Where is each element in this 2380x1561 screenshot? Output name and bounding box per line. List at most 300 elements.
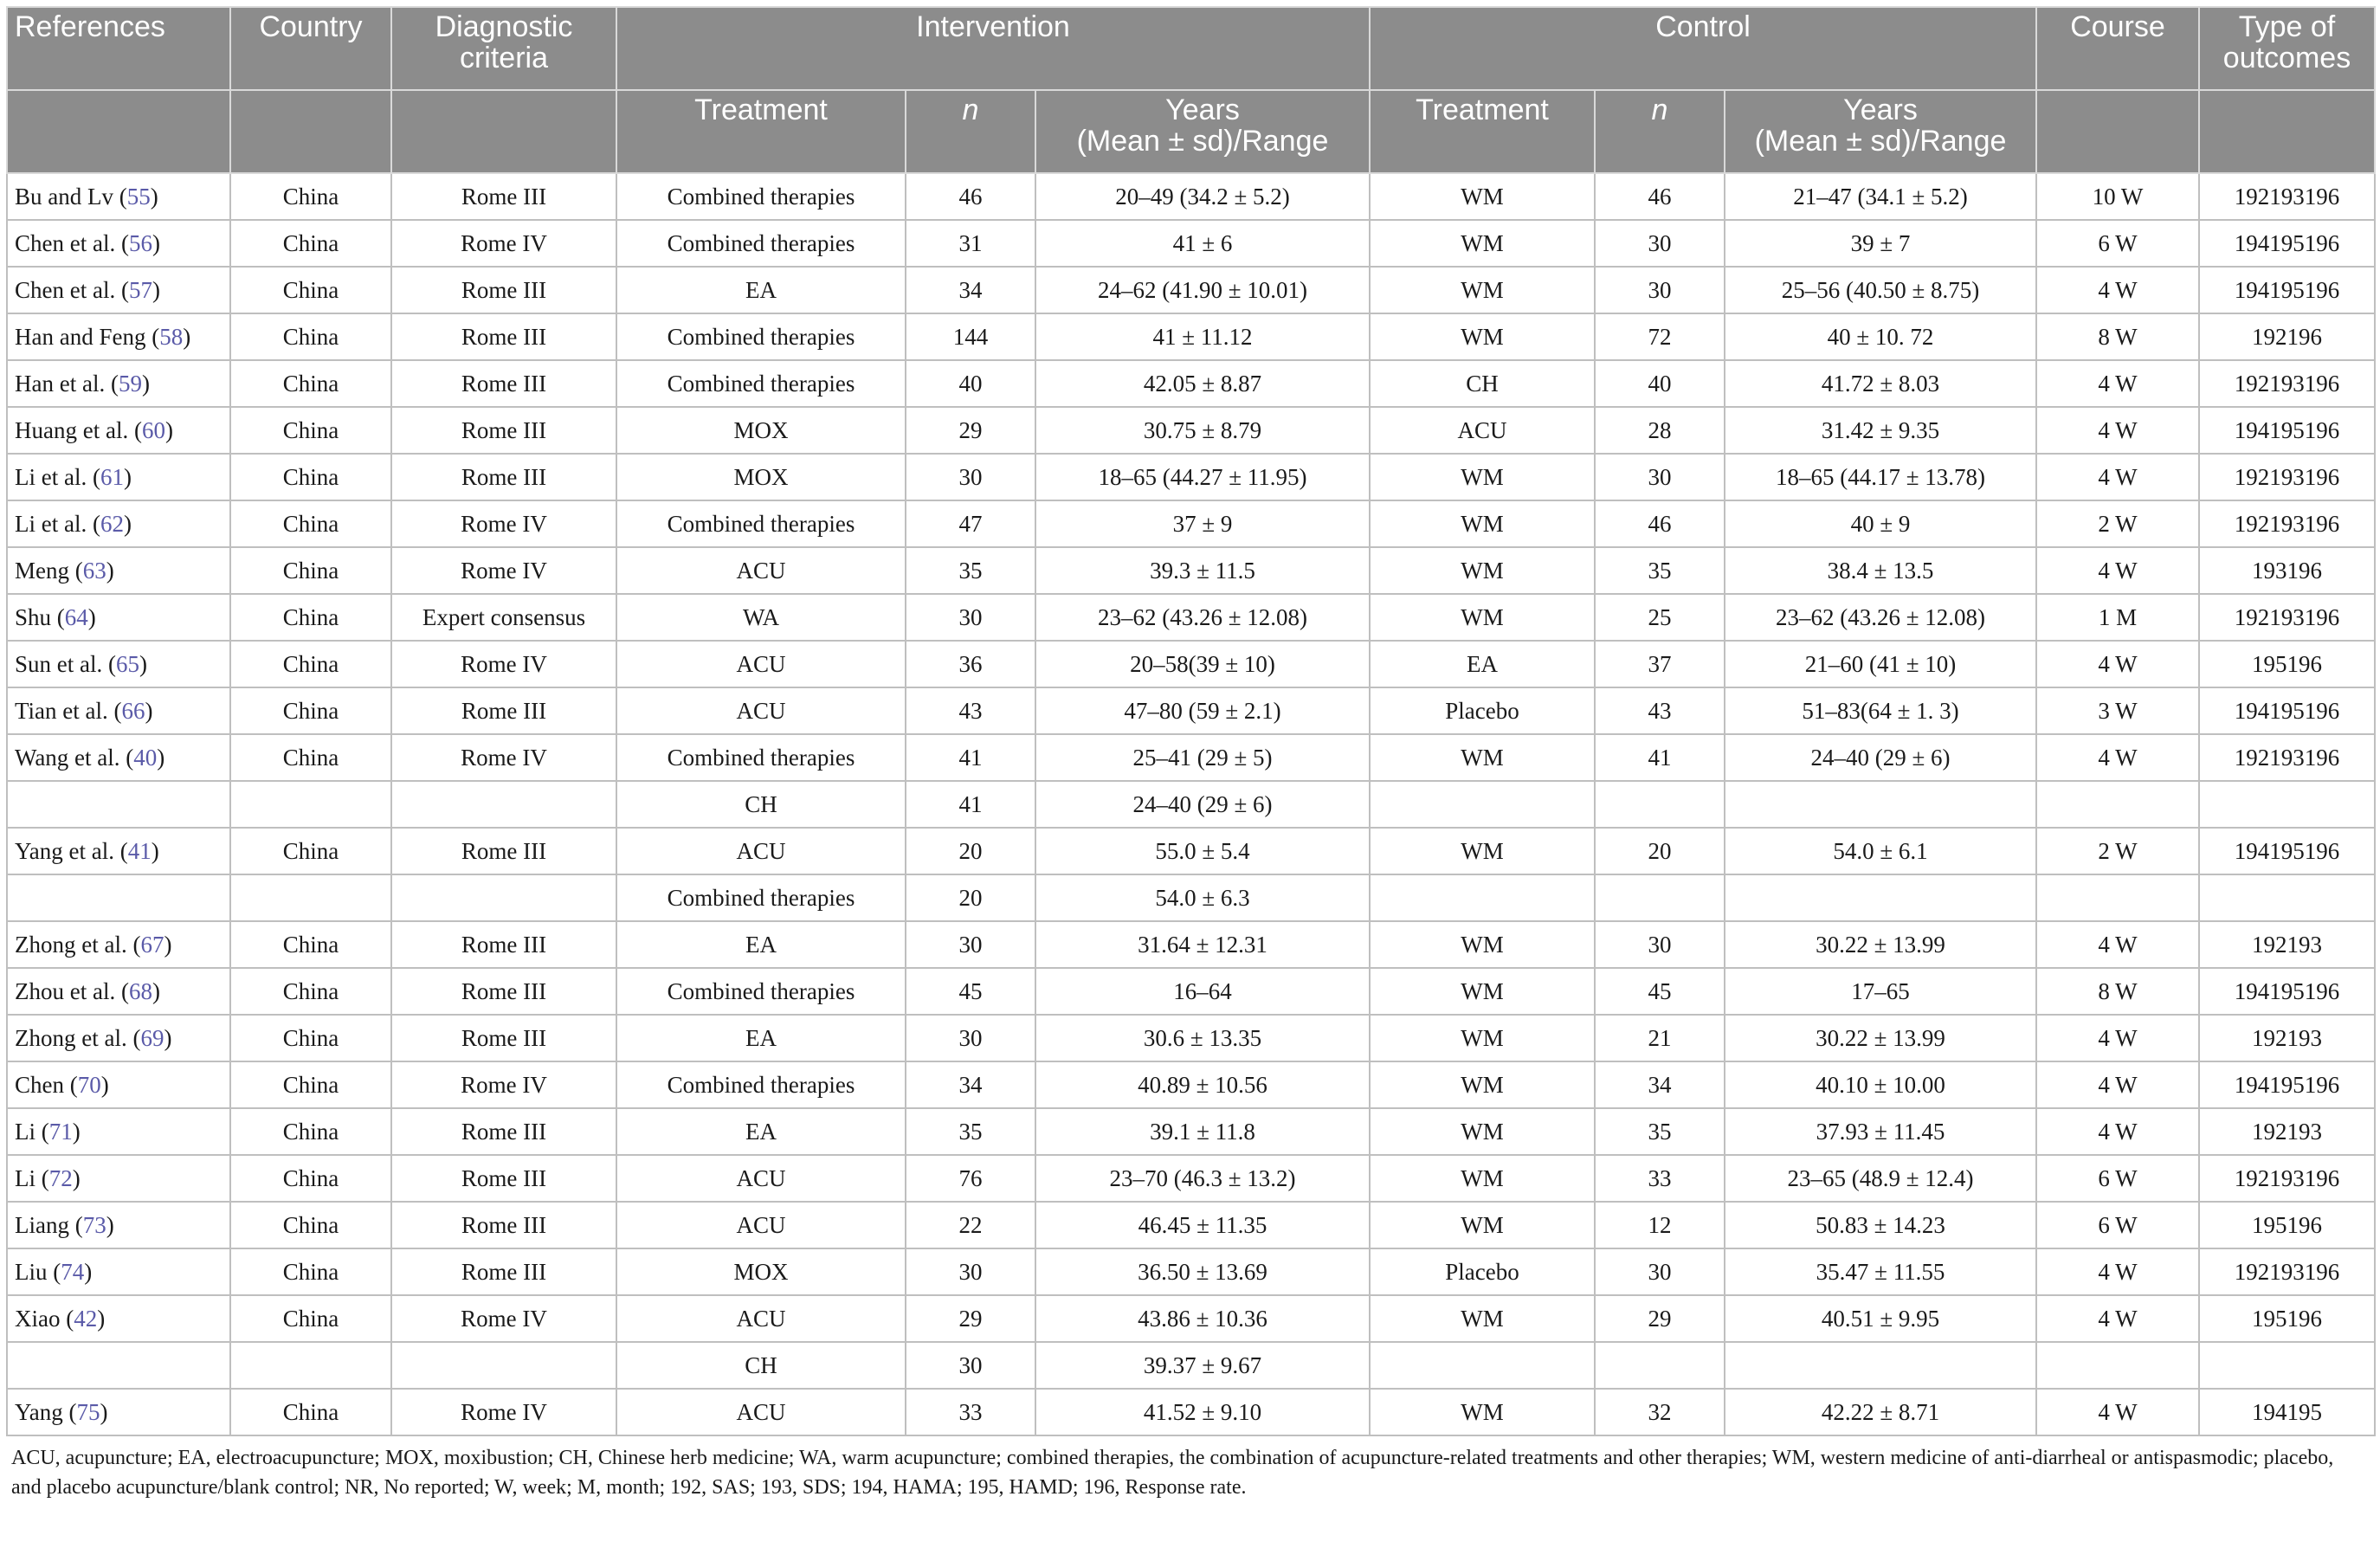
course-cell: 6 W xyxy=(2036,1202,2199,1248)
control-treatment-cell: WM xyxy=(1370,500,1595,547)
intervention-years-cell: 36.50 ± 13.69 xyxy=(1035,1248,1370,1295)
country-cell: China xyxy=(230,1015,391,1061)
intervention-treatment-cell: ACU xyxy=(616,1155,906,1202)
table-row xyxy=(7,594,2375,641)
country-cell xyxy=(230,781,391,828)
outcomes-cell: 195196 xyxy=(2199,1295,2375,1342)
criteria-cell: Rome III xyxy=(391,687,616,734)
outcomes-cell: 194195 xyxy=(2199,1389,2375,1435)
intervention-years-cell: 41 ± 11.12 xyxy=(1035,313,1370,360)
course-cell: 4 W xyxy=(2036,1389,2199,1435)
control-n-cell: 12 xyxy=(1595,1202,1725,1248)
course-cell: 8 W xyxy=(2036,313,2199,360)
intervention-treatment-cell: Combined therapies xyxy=(616,968,906,1015)
criteria-cell: Rome III xyxy=(391,360,616,407)
reference-author: Liang xyxy=(15,1211,69,1238)
intervention-n-cell: 35 xyxy=(906,547,1035,594)
outcomes-cell: 192193196 xyxy=(2199,173,2375,220)
outcomes-cell: 192193196 xyxy=(2199,360,2375,407)
control-years-cell: 21–47 (34.1 ± 5.2) xyxy=(1725,173,2036,220)
course-cell: 2 W xyxy=(2036,500,2199,547)
intervention-treatment-cell: Combined therapies xyxy=(616,173,906,220)
criteria-cell: Rome III xyxy=(391,454,616,500)
reference-cell xyxy=(7,1342,230,1389)
criteria-cell: Rome III xyxy=(391,921,616,968)
reference-cell: Han and Feng (58) xyxy=(7,313,230,360)
course-cell: 4 W xyxy=(2036,1248,2199,1295)
country-cell: China xyxy=(230,921,391,968)
header-blank xyxy=(2199,90,2375,173)
citation-link[interactable]: 66 xyxy=(121,697,145,724)
table-row xyxy=(7,734,2375,781)
country-cell: China xyxy=(230,407,391,454)
control-years-cell: 17–65 xyxy=(1725,968,2036,1015)
course-cell: 6 W xyxy=(2036,220,2199,267)
table-row xyxy=(7,500,2375,547)
reference-author: Chen et al. xyxy=(15,229,116,256)
control-treatment-cell: WM xyxy=(1370,968,1595,1015)
control-n-cell: 72 xyxy=(1595,313,1725,360)
outcomes-cell: 192193196 xyxy=(2199,1248,2375,1295)
reference-author: Han et al. xyxy=(15,370,106,397)
reference-author: Chen et al. xyxy=(15,276,116,303)
reference-cell: Chen et al. (57) xyxy=(7,267,230,313)
control-treatment-cell: WM xyxy=(1370,921,1595,968)
citation-link[interactable]: 56 xyxy=(128,229,152,256)
table-body xyxy=(7,173,2375,1435)
country-cell: China xyxy=(230,968,391,1015)
course-cell: 4 W xyxy=(2036,1061,2199,1108)
country-cell: China xyxy=(230,1061,391,1108)
citation-link[interactable]: 42 xyxy=(74,1305,98,1332)
criteria-cell: Rome III xyxy=(391,1248,616,1295)
intervention-n-cell: 40 xyxy=(906,360,1035,407)
header-years-line2: (Mean ± sd)/Range xyxy=(1754,125,2007,158)
country-cell: China xyxy=(230,734,391,781)
control-treatment-cell: WM xyxy=(1370,734,1595,781)
intervention-years-cell: 24–62 (41.90 ± 10.01) xyxy=(1035,267,1370,313)
course-cell: 3 W xyxy=(2036,687,2199,734)
control-years-cell: 40.51 ± 9.95 xyxy=(1725,1295,2036,1342)
control-n-cell: 46 xyxy=(1595,500,1725,547)
criteria-cell: Expert consensus xyxy=(391,594,616,641)
study-characteristics-table xyxy=(6,6,2376,1436)
reference-cell: Xiao (42) xyxy=(7,1295,230,1342)
outcomes-cell: 192196 xyxy=(2199,313,2375,360)
reference-cell: Wang et al. (40) xyxy=(7,734,230,781)
intervention-years-cell: 42.05 ± 8.87 xyxy=(1035,360,1370,407)
header-years-line1: Years xyxy=(1843,94,1918,126)
course-cell: 10 W xyxy=(2036,173,2199,220)
control-years-cell: 37.93 ± 11.45 xyxy=(1725,1108,2036,1155)
reference-author: Huang et al. xyxy=(15,416,129,443)
control-n-cell: 25 xyxy=(1595,594,1725,641)
citation-link[interactable]: 57 xyxy=(128,276,152,303)
citation-link[interactable]: 65 xyxy=(116,650,139,677)
control-n-cell: 21 xyxy=(1595,1015,1725,1061)
control-years-cell: 30.22 ± 13.99 xyxy=(1725,1015,2036,1061)
intervention-treatment-cell: CH xyxy=(616,1342,906,1389)
citation-link[interactable]: 70 xyxy=(77,1071,101,1098)
control-n-cell xyxy=(1595,874,1725,921)
table-header xyxy=(7,7,2375,173)
intervention-years-cell: 25–41 (29 ± 5) xyxy=(1035,734,1370,781)
reference-author: Tian et al. xyxy=(15,697,108,724)
header-course: Course xyxy=(2036,7,2199,90)
intervention-n-cell: 45 xyxy=(906,968,1035,1015)
intervention-years-cell: 23–62 (43.26 ± 12.08) xyxy=(1035,594,1370,641)
control-treatment-cell: WM xyxy=(1370,547,1595,594)
header-control-years xyxy=(1725,90,2036,173)
citation-link[interactable]: 55 xyxy=(126,183,151,210)
header-blank xyxy=(2036,90,2199,173)
intervention-treatment-cell: MOX xyxy=(616,1248,906,1295)
country-cell: China xyxy=(230,1202,391,1248)
header-years-line2: (Mean ± sd)/Range xyxy=(1076,125,1329,158)
course-cell: 4 W xyxy=(2036,360,2199,407)
reference-cell: Chen et al. (56) xyxy=(7,220,230,267)
course-cell: 4 W xyxy=(2036,454,2199,500)
citation-link[interactable]: 73 xyxy=(82,1211,106,1238)
outcomes-cell: 194195196 xyxy=(2199,407,2375,454)
intervention-treatment-cell: MOX xyxy=(616,454,906,500)
intervention-years-cell: 39.1 ± 11.8 xyxy=(1035,1108,1370,1155)
table-row xyxy=(7,1202,2375,1248)
reference-author: Meng xyxy=(15,557,69,584)
outcomes-cell: 192193 xyxy=(2199,1108,2375,1155)
intervention-treatment-cell: ACU xyxy=(616,1202,906,1248)
header-years-line1: Years xyxy=(1165,94,1240,126)
outcomes-cell xyxy=(2199,781,2375,828)
intervention-years-cell: 16–64 xyxy=(1035,968,1370,1015)
table-footnote: ACU, acupuncture; EA, electroacupuncture; MOX, moxibustion; CH, Chinese herb medicine; WA, warm acupuncture; combined therapies, the combination of acupuncture-related treatments and other therapies; WM, western medicine of anti-diarrheal or antispasmodic; placebo, and placebo acupuncture/blank control; NR, No reported; W, week; M, month; 192, SAS; 193, SDS; 194, HAMA; 195, HAMD; 196, Response rate. xyxy=(11,1447,2334,1499)
citation-link[interactable]: 75 xyxy=(76,1398,100,1425)
intervention-years-cell: 18–65 (44.27 ± 11.95) xyxy=(1035,454,1370,500)
criteria-cell: Rome III xyxy=(391,407,616,454)
table-row xyxy=(7,313,2375,360)
outcomes-cell xyxy=(2199,874,2375,921)
intervention-treatment-cell: MOX xyxy=(616,407,906,454)
reference-cell: Bu and Lv (55) xyxy=(7,173,230,220)
country-cell xyxy=(230,1342,391,1389)
control-treatment-cell xyxy=(1370,1342,1595,1389)
intervention-years-cell: 54.0 ± 6.3 xyxy=(1035,874,1370,921)
intervention-n-cell: 20 xyxy=(906,828,1035,874)
intervention-years-cell: 30.75 ± 8.79 xyxy=(1035,407,1370,454)
control-n-cell: 33 xyxy=(1595,1155,1725,1202)
control-n-cell: 28 xyxy=(1595,407,1725,454)
citation-link[interactable]: 58 xyxy=(159,323,184,350)
control-years-cell xyxy=(1725,1342,2036,1389)
header-blank xyxy=(230,90,391,173)
table-row xyxy=(7,968,2375,1015)
control-treatment-cell: CH xyxy=(1370,360,1595,407)
header-diagnostic-criteria xyxy=(391,7,616,90)
criteria-cell: Rome III xyxy=(391,828,616,874)
control-n-cell: 30 xyxy=(1595,220,1725,267)
outcomes-cell xyxy=(2199,1342,2375,1389)
intervention-treatment-cell: Combined therapies xyxy=(616,1061,906,1108)
intervention-treatment-cell: CH xyxy=(616,781,906,828)
citation-link[interactable]: 60 xyxy=(141,416,165,443)
intervention-treatment-cell: Combined therapies xyxy=(616,734,906,781)
control-treatment-cell: WM xyxy=(1370,1389,1595,1435)
reference-author: Li et al. xyxy=(15,510,87,537)
control-n-cell xyxy=(1595,781,1725,828)
criteria-cell: Rome IV xyxy=(391,734,616,781)
header-type-line2: outcomes xyxy=(2222,42,2351,74)
outcomes-cell: 192193196 xyxy=(2199,594,2375,641)
outcomes-cell: 193196 xyxy=(2199,547,2375,594)
intervention-years-cell: 55.0 ± 5.4 xyxy=(1035,828,1370,874)
intervention-n-cell: 20 xyxy=(906,874,1035,921)
country-cell: China xyxy=(230,173,391,220)
table-row xyxy=(7,454,2375,500)
table-row xyxy=(7,1061,2375,1108)
outcomes-cell: 192193 xyxy=(2199,1015,2375,1061)
control-treatment-cell: WM xyxy=(1370,1202,1595,1248)
course-cell: 4 W xyxy=(2036,921,2199,968)
outcomes-cell: 194195196 xyxy=(2199,267,2375,313)
citation-link[interactable]: 72 xyxy=(48,1164,73,1191)
course-cell: 4 W xyxy=(2036,1015,2199,1061)
intervention-n-cell: 35 xyxy=(906,1108,1035,1155)
country-cell: China xyxy=(230,500,391,547)
control-years-cell: 30.22 ± 13.99 xyxy=(1725,921,2036,968)
intervention-treatment-cell: Combined therapies xyxy=(616,360,906,407)
reference-author: Han and Feng xyxy=(15,323,146,350)
control-treatment-cell: WM xyxy=(1370,828,1595,874)
intervention-treatment-cell: Combined therapies xyxy=(616,313,906,360)
intervention-treatment-cell: Combined therapies xyxy=(616,220,906,267)
reference-author: Bu and Lv xyxy=(15,183,113,210)
reference-cell: Zhong et al. (69) xyxy=(7,1015,230,1061)
control-treatment-cell: WM xyxy=(1370,173,1595,220)
control-treatment-cell: WM xyxy=(1370,313,1595,360)
citation-link[interactable]: 67 xyxy=(140,931,164,958)
intervention-years-cell: 20–58(39 ± 10) xyxy=(1035,641,1370,687)
reference-cell: Chen (70) xyxy=(7,1061,230,1108)
intervention-years-cell: 31.64 ± 12.31 xyxy=(1035,921,1370,968)
country-cell: China xyxy=(230,547,391,594)
control-treatment-cell: WM xyxy=(1370,1295,1595,1342)
control-n-cell: 20 xyxy=(1595,828,1725,874)
control-treatment-cell xyxy=(1370,874,1595,921)
reference-author: Zhong et al. xyxy=(15,931,127,958)
outcomes-cell: 192193196 xyxy=(2199,500,2375,547)
outcomes-cell: 192193196 xyxy=(2199,454,2375,500)
control-n-cell: 29 xyxy=(1595,1295,1725,1342)
control-years-cell: 40 ± 9 xyxy=(1725,500,2036,547)
control-years-cell: 41.72 ± 8.03 xyxy=(1725,360,2036,407)
control-years-cell: 39 ± 7 xyxy=(1725,220,2036,267)
reference-cell: Liu (74) xyxy=(7,1248,230,1295)
course-cell xyxy=(2036,781,2199,828)
intervention-treatment-cell: ACU xyxy=(616,828,906,874)
intervention-n-cell: 46 xyxy=(906,173,1035,220)
citation-link[interactable]: 64 xyxy=(64,603,88,630)
reference-cell: Yang (75) xyxy=(7,1389,230,1435)
table-row xyxy=(7,173,2375,220)
reference-cell: Li et al. (62) xyxy=(7,500,230,547)
citation-link[interactable]: 61 xyxy=(100,463,124,490)
intervention-years-cell: 39.3 ± 11.5 xyxy=(1035,547,1370,594)
table-row xyxy=(7,1155,2375,1202)
intervention-years-cell: 24–40 (29 ± 6) xyxy=(1035,781,1370,828)
control-n-cell: 35 xyxy=(1595,1108,1725,1155)
citation-link[interactable]: 62 xyxy=(100,510,124,537)
header-diagnostic-line1: Diagnostic xyxy=(435,10,573,43)
citation-link[interactable]: 69 xyxy=(140,1024,164,1051)
header-diagnostic-line2: criteria xyxy=(459,42,549,74)
intervention-treatment-cell: WA xyxy=(616,594,906,641)
intervention-n-cell: 29 xyxy=(906,407,1035,454)
reference-author: Li et al. xyxy=(15,463,87,490)
reference-cell: Yang et al. (41) xyxy=(7,828,230,874)
country-cell: China xyxy=(230,687,391,734)
course-cell: 4 W xyxy=(2036,547,2199,594)
intervention-years-cell: 47–80 (59 ± 2.1) xyxy=(1035,687,1370,734)
outcomes-cell: 194195196 xyxy=(2199,968,2375,1015)
citation-link[interactable]: 74 xyxy=(61,1258,85,1285)
control-n-cell: 41 xyxy=(1595,734,1725,781)
table-row xyxy=(7,641,2375,687)
control-n-cell: 43 xyxy=(1595,687,1725,734)
reference-author: Yang xyxy=(15,1398,63,1425)
intervention-years-cell: 41 ± 6 xyxy=(1035,220,1370,267)
outcomes-cell: 195196 xyxy=(2199,641,2375,687)
reference-cell: Zhou et al. (68) xyxy=(7,968,230,1015)
table-row xyxy=(7,1342,2375,1389)
citation-link[interactable]: 68 xyxy=(128,977,152,1004)
country-cell: China xyxy=(230,360,391,407)
country-cell: China xyxy=(230,1155,391,1202)
table-row xyxy=(7,1295,2375,1342)
country-cell: China xyxy=(230,454,391,500)
intervention-n-cell: 34 xyxy=(906,267,1035,313)
table-row xyxy=(7,687,2375,734)
intervention-n-cell: 30 xyxy=(906,1248,1035,1295)
course-cell: 6 W xyxy=(2036,1155,2199,1202)
control-treatment-cell: WM xyxy=(1370,1015,1595,1061)
header-country: Country xyxy=(230,7,391,90)
country-cell: China xyxy=(230,1108,391,1155)
control-treatment-cell: WM xyxy=(1370,1155,1595,1202)
intervention-n-cell: 29 xyxy=(906,1295,1035,1342)
control-treatment-cell: WM xyxy=(1370,267,1595,313)
intervention-treatment-cell: EA xyxy=(616,1108,906,1155)
table-row xyxy=(7,781,2375,828)
control-years-cell xyxy=(1725,781,2036,828)
criteria-cell: Rome IV xyxy=(391,220,616,267)
reference-author: Shu xyxy=(15,603,52,630)
criteria-cell: Rome III xyxy=(391,267,616,313)
header-type-of-outcomes xyxy=(2199,7,2375,90)
criteria-cell: Rome III xyxy=(391,968,616,1015)
criteria-cell: Rome IV xyxy=(391,1061,616,1108)
country-cell: China xyxy=(230,220,391,267)
course-cell: 4 W xyxy=(2036,267,2199,313)
citation-link[interactable]: 63 xyxy=(82,557,106,584)
intervention-n-cell: 76 xyxy=(906,1155,1035,1202)
reference-cell: Li (71) xyxy=(7,1108,230,1155)
control-treatment-cell: WM xyxy=(1370,1061,1595,1108)
control-treatment-cell: WM xyxy=(1370,1108,1595,1155)
intervention-treatment-cell: ACU xyxy=(616,1295,906,1342)
header-control: Control xyxy=(1370,7,2036,90)
intervention-treatment-cell: EA xyxy=(616,267,906,313)
intervention-treatment-cell: EA xyxy=(616,1015,906,1061)
intervention-treatment-cell: Combined therapies xyxy=(616,500,906,547)
intervention-years-cell: 46.45 ± 11.35 xyxy=(1035,1202,1370,1248)
citation-link[interactable]: 41 xyxy=(127,837,152,864)
intervention-years-cell: 30.6 ± 13.35 xyxy=(1035,1015,1370,1061)
citation-link[interactable]: 71 xyxy=(48,1118,73,1145)
country-cell: China xyxy=(230,1389,391,1435)
country-cell: China xyxy=(230,641,391,687)
intervention-years-cell: 23–70 (46.3 ± 13.2) xyxy=(1035,1155,1370,1202)
control-years-cell: 23–65 (48.9 ± 12.4) xyxy=(1725,1155,2036,1202)
intervention-treatment-cell: Combined therapies xyxy=(616,874,906,921)
control-years-cell: 35.47 ± 11.55 xyxy=(1725,1248,2036,1295)
control-treatment-cell: EA xyxy=(1370,641,1595,687)
criteria-cell xyxy=(391,874,616,921)
intervention-years-cell: 40.89 ± 10.56 xyxy=(1035,1061,1370,1108)
reference-cell: Meng (63) xyxy=(7,547,230,594)
control-treatment-cell: WM xyxy=(1370,594,1595,641)
reference-author: Liu xyxy=(15,1258,48,1285)
intervention-n-cell: 41 xyxy=(906,781,1035,828)
reference-author: Chen xyxy=(15,1071,64,1098)
control-treatment-cell: ACU xyxy=(1370,407,1595,454)
intervention-n-cell: 30 xyxy=(906,1342,1035,1389)
table-row xyxy=(7,267,2375,313)
criteria-cell: Rome III xyxy=(391,173,616,220)
table-container xyxy=(6,6,2374,1502)
reference-cell: Tian et al. (66) xyxy=(7,687,230,734)
reference-cell xyxy=(7,781,230,828)
outcomes-cell: 194195196 xyxy=(2199,220,2375,267)
table-row xyxy=(7,828,2375,874)
country-cell: China xyxy=(230,313,391,360)
control-n-cell: 30 xyxy=(1595,267,1725,313)
intervention-n-cell: 30 xyxy=(906,594,1035,641)
criteria-cell xyxy=(391,1342,616,1389)
control-n-cell: 30 xyxy=(1595,454,1725,500)
header-intervention: Intervention xyxy=(616,7,1370,90)
outcomes-cell: 194195196 xyxy=(2199,828,2375,874)
reference-cell: Liang (73) xyxy=(7,1202,230,1248)
citation-link[interactable]: 59 xyxy=(118,370,142,397)
control-n-cell: 34 xyxy=(1595,1061,1725,1108)
citation-link[interactable]: 40 xyxy=(133,744,158,771)
control-years-cell: 38.4 ± 13.5 xyxy=(1725,547,2036,594)
intervention-years-cell: 41.52 ± 9.10 xyxy=(1035,1389,1370,1435)
reference-author: Sun et al. xyxy=(15,650,103,677)
header-blank xyxy=(7,90,230,173)
control-n-cell: 32 xyxy=(1595,1389,1725,1435)
control-years-cell: 31.42 ± 9.35 xyxy=(1725,407,2036,454)
control-n-cell: 40 xyxy=(1595,360,1725,407)
control-years-cell: 50.83 ± 14.23 xyxy=(1725,1202,2036,1248)
reference-cell: Sun et al. (65) xyxy=(7,641,230,687)
control-treatment-cell: Placebo xyxy=(1370,687,1595,734)
reference-author: Li xyxy=(15,1118,35,1145)
reference-cell: Huang et al. (60) xyxy=(7,407,230,454)
reference-cell: Han et al. (59) xyxy=(7,360,230,407)
intervention-years-cell: 37 ± 9 xyxy=(1035,500,1370,547)
table-row xyxy=(7,360,2375,407)
